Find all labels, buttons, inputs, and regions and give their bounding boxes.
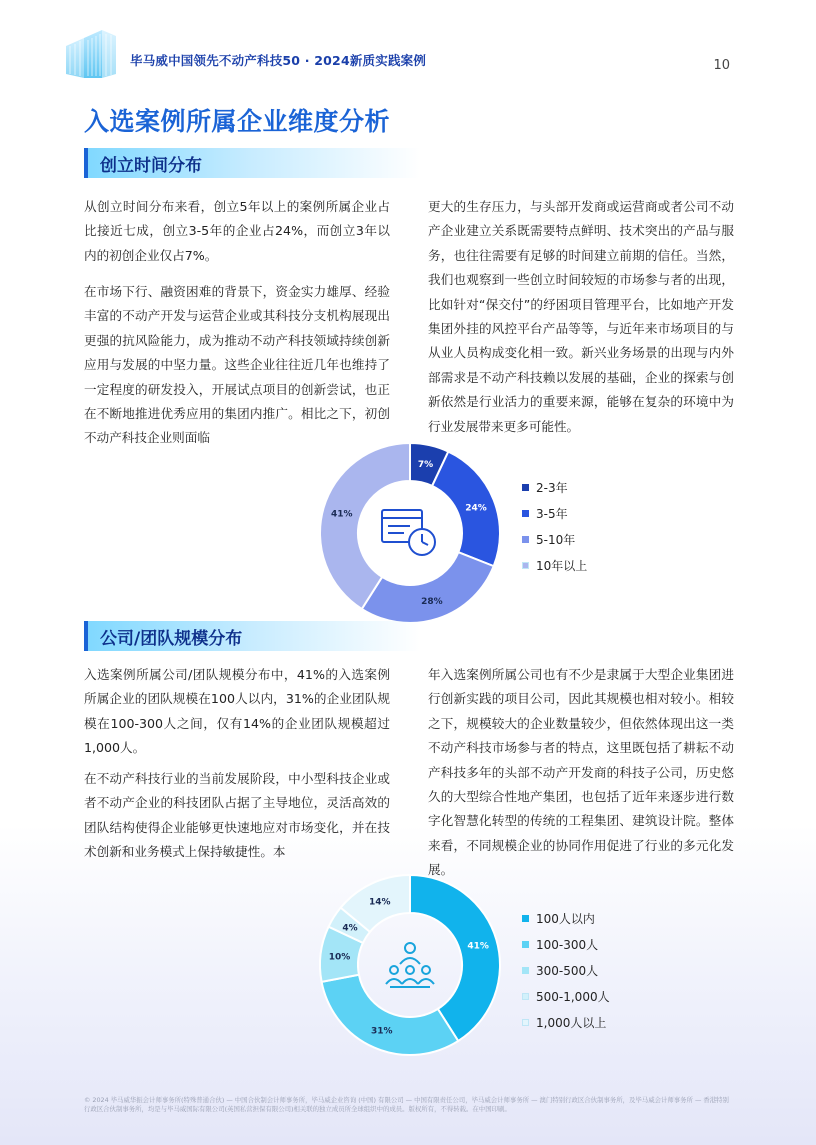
legend-label: 5-10年	[536, 532, 576, 547]
donut-slice-3	[362, 552, 494, 623]
team-size-donut-chart	[310, 870, 510, 1060]
page-title: 入选案例所属企业维度分析	[84, 107, 391, 136]
legend-item	[522, 905, 610, 931]
section-heading-text: 创立时间分布	[100, 155, 202, 176]
legend-label: 300-500人	[536, 963, 599, 978]
legend-item	[522, 526, 587, 552]
legend-label: 2-3年	[536, 480, 568, 495]
team-size-legend	[522, 905, 610, 1035]
legend-label: 10年以上	[536, 558, 588, 573]
slice-data-label: 28%	[421, 597, 443, 608]
founding-time-legend	[522, 474, 587, 578]
slice-data-label: 14%	[368, 897, 391, 908]
slice-data-label: 31%	[371, 1026, 393, 1037]
team-size-left-paragraph-2: 在不动产科技行业的当前发展阶段，中小型科技企业或者不动产企业的科技团队占据了主导地位，灵活高效的团队结构使得企业能够更快速地应对市场变化，并在技术创新和业务模式上保持敏捷性。本	[84, 771, 390, 860]
section-heading-founding-time	[84, 148, 504, 178]
report-title: 毕马威中国领先不动产科技50 · 2024新质实践案例	[130, 53, 427, 68]
legend-item	[522, 474, 587, 500]
donut-slice-2	[322, 975, 459, 1055]
legend-swatch	[522, 941, 529, 948]
building-logo-icon	[62, 24, 120, 80]
legend-item	[522, 957, 610, 983]
slice-data-label: 24%	[465, 503, 487, 514]
slice-data-label: 41%	[467, 941, 489, 952]
legend-label: 1,000人以上	[536, 1015, 607, 1030]
legend-item	[522, 500, 587, 526]
team-size-right-paragraph-1: 年入选案例所属公司也有不少是隶属于大型企业集团进行创新实践的项目公司，因此其规模也相对较小。相较之下，规模较大的企业数量较少，但依然体现出这一类不动产科技市场参与者的特点，这里既包括了耕耘不动产科技多年的头部不动产开发商的科技子公司，历史悠久的大型综合性地产集团，也包括了近年来逐步进行数字化智慧化转型的传统的工程集团、建筑设计院。整体来看，不同规模企业的协同作用促进了行业的多元化发展。	[428, 667, 734, 878]
page-number: 10	[713, 58, 730, 73]
founding-left-paragraph-2: 在市场下行、融资困难的背景下，资金实力雄厚、经验丰富的不动产开发与运营企业或其科技分支机构展现出更强的抗风险能力，成为推动不动产科技领域持续创新应用与发展的中坚力量。这些企业往往近几年也维持了一定程度的研发投入，开展试点项目的创新尝试，也正在不断地推进优秀应用的集团内推广。相比之下，初创不动产科技企业则面临	[84, 284, 390, 446]
legend-swatch	[522, 510, 529, 517]
legend-item	[522, 1009, 610, 1035]
team-size-left-paragraph-1: 入选案例所属公司/团队规模分布中，41%的入选案例所属企业的团队规模在100人以内，31%的企业团队规模在100-300人之间，仅有14%的企业团队规模超过1,000人。	[84, 667, 390, 756]
legend-label: 3-5年	[536, 506, 568, 521]
section-heading-text: 公司/团队规模分布	[100, 628, 243, 649]
founding-time-donut-chart	[310, 438, 510, 628]
slice-data-label: 10%	[328, 952, 351, 963]
legend-item	[522, 931, 610, 957]
founding-right-paragraph-1: 更大的生存压力，与头部开发商或运营商或者公司不动产企业建立关系既需要特点鲜明、技术突出的产品与服务，也往往需要有足够的时间建立前期的信任。当然，我们也观察到一些创立时间较短的市场参与者的出现，比如针对“保交付”的纾困项目管理平台，比如地产开发集团外挂的风控平台产品等等，与近年来市场项目的与从业人员构成变化相一致。新兴业务场景的出现与内外部需求是不动产科技赖以发展的基础，企业的探索与创新依然是行业活力的重要来源，能够在复杂的环境中为行业发展带来更多可能性。	[428, 199, 734, 434]
legend-swatch	[522, 1019, 529, 1026]
legend-swatch	[522, 967, 529, 974]
founding-left-paragraph-1: 从创立时间分布来看，创立5年以上的案例所属企业占比接近七成，创立3-5年的企业占24%，而创立3年以内的初创企业仅占7%。	[84, 199, 390, 263]
slice-data-label: 41%	[331, 509, 353, 520]
legend-label: 100-300人	[536, 937, 599, 952]
legend-swatch	[522, 993, 529, 1000]
legend-swatch	[522, 536, 529, 543]
section-heading-team-size	[84, 621, 504, 651]
calendar-clock-icon	[382, 510, 435, 555]
legend-label: 500-1,000人	[536, 989, 610, 1004]
slice-data-label: 4%	[342, 923, 358, 934]
legend-label: 100人以内	[536, 911, 595, 926]
legend-item	[522, 552, 587, 578]
slice-data-label: 7%	[417, 460, 434, 471]
copyright-footer: © 2024 毕马威华振会计师事务所(特殊普通合伙) — 中国合伙制会计师事务所，毕马威企业咨询 (中国) 有限公司 — 中国有限责任公司，毕马威会计师事务所 — 澳门特别行政区合伙制事务所，及毕马威会计师事务所 — 香港特别行政区合伙制事务所，均是与毕马威国际有限公司(英国私营担保有限公司)相关联的独立成员所全球组织中的成员。版权所有，不得转载。在中国印刷。	[84, 1096, 729, 1113]
legend-swatch	[522, 484, 529, 491]
legend-item	[522, 983, 610, 1009]
legend-swatch	[522, 562, 529, 569]
legend-swatch	[522, 915, 529, 922]
team-hierarchy-icon	[386, 943, 434, 987]
